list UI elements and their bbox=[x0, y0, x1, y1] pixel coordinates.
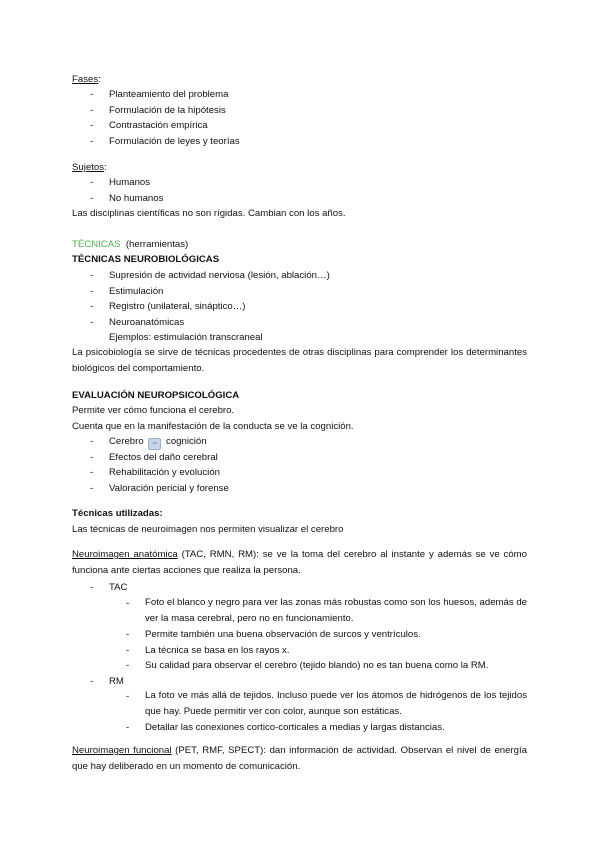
tac-label: TAC bbox=[109, 582, 128, 593]
list-item: Formulación de la hipótesis bbox=[109, 105, 226, 116]
list-item: Detallar las conexiones cortico-corticales a medias y largas distancias. bbox=[145, 722, 445, 733]
bullet: - bbox=[90, 105, 94, 116]
sujetos-note: Las disciplinas científicas no son rígidas. Cambian con los años. bbox=[72, 208, 346, 219]
bullet: - bbox=[90, 136, 94, 147]
bullet: - bbox=[90, 676, 94, 687]
anatomica-paragraph: Neuroimagen anatómica (TAC, RMN, RM): se ve la toma del cerebro al instante y además se ve cómo funciona ante ciertas acciones que realiza la persona. bbox=[72, 549, 528, 576]
funcional-paragraph: Neuroimagen funcional (PET, RMF, SPECT): dan información de actividad. Observan el nivel de energía que hay deliberado en un momento de comunicación. bbox=[72, 745, 527, 772]
list-item: Valoración pericial y forense bbox=[109, 483, 229, 494]
evaluacion-heading: EVALUACIÓN NEUROPSICOLÓGICA bbox=[72, 390, 240, 401]
list-item: Permite también una buena observación de surcos y ventrículos. bbox=[145, 629, 421, 640]
bullet: - bbox=[90, 483, 94, 494]
list-item: Estimulación bbox=[109, 286, 164, 297]
bullet: - bbox=[90, 89, 94, 100]
bullet: - bbox=[126, 722, 130, 733]
bullet: - bbox=[126, 598, 130, 609]
bullet: - bbox=[90, 452, 94, 463]
list-item: Cerebro ⇔ cognición bbox=[109, 436, 207, 450]
list-item: Neuroanatómicas bbox=[109, 317, 185, 328]
sujetos-heading: Sujetos: bbox=[72, 162, 107, 173]
bullet: - bbox=[126, 660, 130, 671]
list-item: La foto ve más allá de tejidos. Incluso puede ver los átomos de hidrógenos de los tejidos que hay. Puede permitir ver con color, aunque son estáticas. bbox=[145, 690, 527, 717]
list-item: Efectos del daño cerebral bbox=[109, 452, 218, 463]
fases-heading: Fases: bbox=[72, 74, 101, 85]
list-item: Su calidad para observar el cerebro (tejido blando) no es tan buena como la RM. bbox=[145, 660, 489, 671]
list-item: No humanos bbox=[109, 193, 164, 204]
bullet: - bbox=[90, 436, 94, 447]
utilizadas-text: Las técnicas de neuroimagen nos permiten visualizar el cerebro bbox=[72, 524, 344, 535]
psicobiologia-paragraph: La psicobiología se sirve de técnicas procedentes de otras disciplinas para comprender los determinantes biológicos del comportamiento. bbox=[72, 347, 527, 374]
list-item: Registro (unilateral, sináptico…) bbox=[109, 301, 246, 312]
list-item: Foto el blanco y negro para ver las zonas más robustas como son los huesos, además de ver la masa cerebral, pero no en funcionamiento. bbox=[145, 597, 527, 624]
bullet: - bbox=[126, 629, 130, 640]
bullet: - bbox=[90, 582, 94, 593]
bullet: - bbox=[90, 286, 94, 297]
list-item: Formulación de leyes y teorías bbox=[109, 136, 240, 147]
bullet: - bbox=[90, 270, 94, 281]
list-item: Humanos bbox=[109, 177, 151, 188]
tecnicas-title: TÉCNICAS (herramientas) bbox=[72, 239, 189, 250]
double-arrow-icon: ⇔ bbox=[148, 438, 161, 450]
list-item: Planteamiento del problema bbox=[109, 89, 229, 100]
bullet: - bbox=[90, 301, 94, 312]
evaluacion-line1: Permite ver cómo funciona el cerebro. bbox=[72, 405, 235, 416]
rm-label: RM bbox=[109, 676, 124, 687]
evaluacion-line2: Cuenta que en la manifestación de la conducta se ve la cognición. bbox=[72, 421, 354, 432]
bullet: - bbox=[90, 317, 94, 328]
example-line: Ejemplos: estimulación transcraneal bbox=[109, 332, 263, 343]
bullet: - bbox=[126, 691, 130, 702]
utilizadas-heading: Técnicas utilizadas: bbox=[72, 508, 163, 519]
neurobiologicas-heading: TÉCNICAS NEUROBIOLÓGICAS bbox=[72, 254, 220, 265]
list-item: Contrastación empírica bbox=[109, 120, 208, 131]
bullet: - bbox=[90, 120, 94, 131]
bullet: - bbox=[126, 645, 130, 656]
bullet: - bbox=[90, 467, 94, 478]
list-item: Supresión de actividad nerviosa (lesión, ablación…) bbox=[109, 270, 330, 281]
list-item: Rehabilitación y evolución bbox=[109, 467, 220, 478]
list-item: La técnica se basa en los rayos x. bbox=[145, 645, 290, 656]
bullet: - bbox=[90, 177, 94, 188]
bullet: - bbox=[90, 193, 94, 204]
